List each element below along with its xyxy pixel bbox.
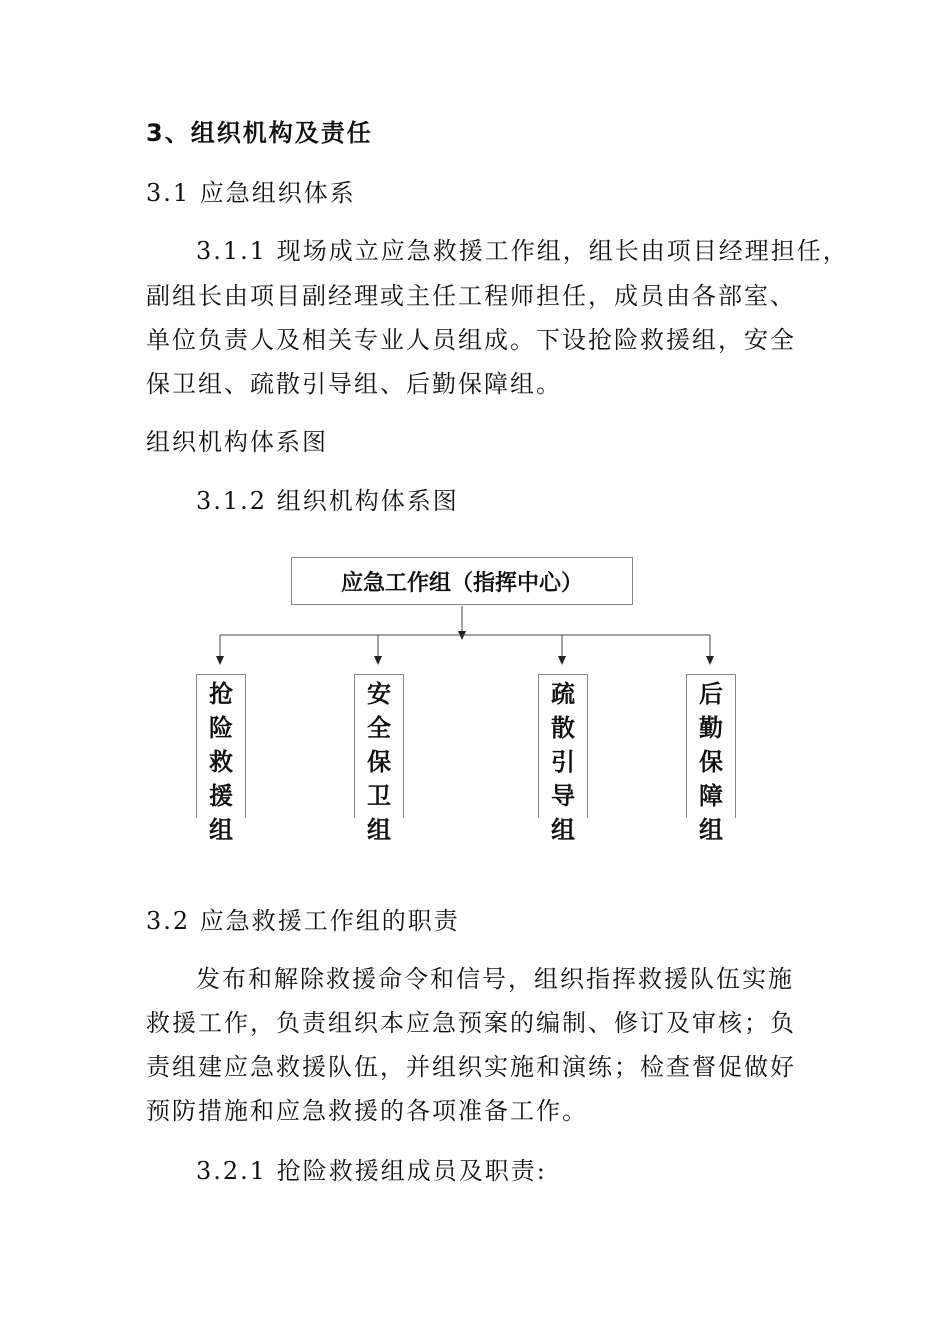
command-center-box: 应急工作组（指挥中心） — [291, 557, 633, 605]
logistics-group-char: 后 — [699, 680, 723, 708]
logistics-group-char: 组 — [699, 816, 723, 844]
section-title: 3、组织机构及责任 — [146, 119, 373, 147]
para-line-3: 单位负责人及相关专业人员组成。下设抢险救援组，安全 — [146, 326, 796, 354]
org-chart-label: 组织机构体系图 — [146, 428, 328, 456]
para-line-2: 副组长由项目副经理或主任工程师担任，成员由各部室、 — [146, 282, 796, 310]
logistics-group-box — [686, 674, 736, 844]
security-group-char: 卫 — [367, 782, 391, 810]
security-group-char: 全 — [367, 714, 391, 742]
duties-line-2: 救援工作，负责组织本应急预案的编制、修订及审核；负 — [146, 1009, 796, 1037]
security-group-char: 保 — [367, 748, 391, 776]
security-group-box — [354, 674, 404, 844]
rescue-group-box — [196, 674, 246, 844]
evacuation-group-char: 组 — [551, 816, 575, 844]
duties-line-4: 预防措施和应急救援的各项准备工作。 — [146, 1097, 588, 1125]
evacuation-group-char: 引 — [551, 748, 575, 776]
para-line-1: 3.1.1 现场成立应急救援工作组，组长由项目经理担任， — [196, 237, 849, 265]
subsection-3-2: 3.2 应急救援工作组的职责 — [146, 907, 460, 935]
duties-line-3: 责组建应急救援队伍，并组织实施和演练；检查督促做好 — [146, 1053, 796, 1081]
logistics-group-char: 保 — [699, 748, 723, 776]
rescue-group-char: 救 — [209, 748, 233, 776]
rescue-group-char: 险 — [209, 714, 233, 742]
logistics-group-char: 勤 — [699, 714, 723, 742]
evacuation-group-char: 散 — [551, 714, 575, 742]
duties-line-1: 发布和解除救援命令和信号，组织指挥救援队伍实施 — [196, 965, 794, 993]
evacuation-group-char: 导 — [551, 782, 575, 810]
evacuation-group-box — [538, 674, 588, 844]
evacuation-group-char: 疏 — [551, 680, 575, 708]
security-group-char: 组 — [367, 816, 391, 844]
subsection-3-1: 3.1 应急组织体系 — [146, 179, 356, 207]
logistics-group-char: 障 — [699, 782, 723, 810]
security-group-char: 安 — [367, 680, 391, 708]
rescue-group-char: 抢 — [209, 680, 233, 708]
rescue-group-char: 组 — [209, 816, 233, 844]
subsection-3-2-1: 3.2.1 抢险救援组成员及职责: — [196, 1157, 547, 1185]
subsection-3-1-2: 3.1.2 组织机构体系图 — [196, 487, 459, 515]
rescue-group-char: 援 — [209, 782, 233, 810]
para-line-4: 保卫组、疏散引导组、后勤保障组。 — [146, 370, 562, 398]
